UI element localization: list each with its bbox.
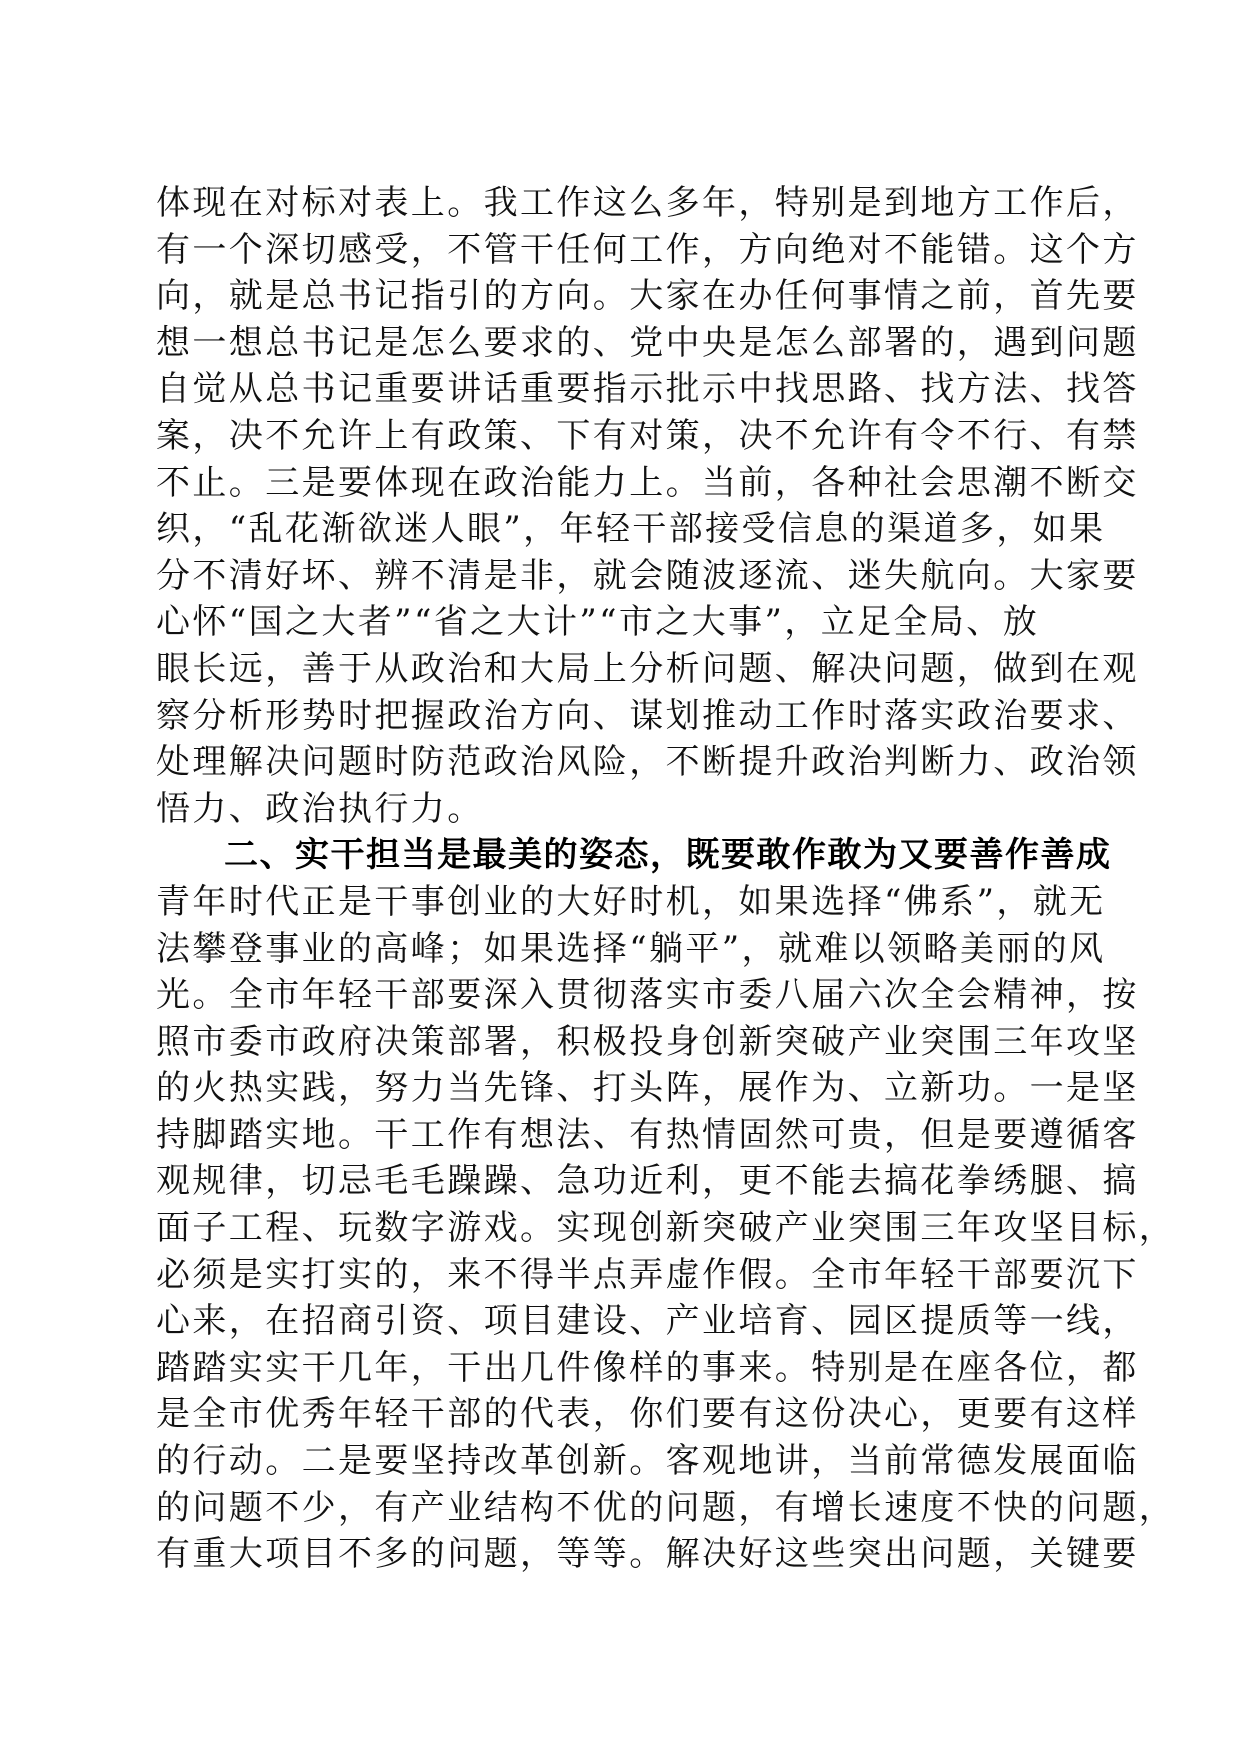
text-line: 察分析形势时把握政治方向、谋划推动工作时落实政治要求、 [156,695,1139,736]
text-line: 心怀“国之大者”“省之大计”“市之大事”，立足全局、放 [156,602,1040,643]
text-line: 青年时代正是干事创业的大好时机，如果选择“佛系”，就无 [156,881,1106,922]
text-line: 面子工程、玩数字游戏。实现创新突破产业突围三年攻坚目标， [156,1208,1176,1249]
text-line: 体现在对标对表上。我工作这么多年，特别是到地方工作后， [156,183,1139,223]
text-line: 法攀登事业的高峰；如果选择“躺平”，就难以领略美丽的风 [156,928,1106,969]
text-line: 的行动。二是要坚持改革创新。客观地讲，当前常德发展面临 [156,1441,1139,1482]
text-line: 光。全市年轻干部要深入贯彻落实市委八届六次全会精神，按 [156,975,1139,1016]
text-line: 照市委市政府决策部署，积极投身创新突破产业突围三年攻坚 [156,1021,1139,1062]
text-line: 有重大项目不多的问题，等等。解决好这些突出问题，关键要 [156,1534,1139,1575]
text-line: 是全市优秀年轻干部的代表，你们要有这份决心，更要有这样 [156,1394,1139,1435]
text-line: 自觉从总书记重要讲话重要指示批示中找思路、找方法、找答 [156,369,1139,410]
text-line: 分不清好坏、辨不清是非，就会随波逐流、迷失航向。大家要 [156,555,1139,596]
text-line: 案，决不允许上有政策、下有对策，决不允许有令不行、有禁 [156,415,1139,456]
text-line: 持脚踏实地。干工作有想法、有热情固然可贵，但是要遵循客 [156,1114,1139,1155]
text-line: 的问题不少，有产业结构不优的问题，有增长速度不快的问题， [156,1487,1176,1528]
body-text [156,180,1176,1578]
text-line: 处理解决问题时防范政治风险，不断提升政治判断力、政治领 [156,742,1139,783]
text-line: 悟力、政治执行力。 [156,788,484,829]
text-line: 必须是实打实的，来不得半点弄虚作假。全市年轻干部要沉下 [156,1254,1139,1295]
text-line: 想一想总书记是怎么要求的、党中央是怎么部署的，遇到问题 [156,322,1139,363]
text-line: 的火热实践，努力当先锋、打头阵，展作为、立新功。一是坚 [156,1068,1139,1109]
section-heading: 二、实干担当是最美的姿态，既要敢作敢为又要善作善成 [224,835,1112,876]
text-line: 织，“乱花渐欲迷人眼”，年轻干部接受信息的渠道多，如果 [156,509,1106,550]
text-line: 有一个深切感受，不管干任何工作，方向绝对不能错。这个方 [156,229,1139,270]
text-line: 不止。三是要体现在政治能力上。当前，各种社会思潮不断交 [156,462,1139,503]
text-line: 观规律，切忌毛毛躁躁、急功近利，更不能去搞花拳绣腿、搞 [156,1161,1139,1202]
text-line: 踏踏实实干几年，干出几件像样的事来。特别是在座各位，都 [156,1347,1139,1388]
text-line: 向，就是总书记指引的方向。大家在办任何事情之前，首先要 [156,276,1139,317]
text-line: 眼长远，善于从政治和大局上分析问题、解决问题，做到在观 [156,648,1139,689]
text-line: 心来，在招商引资、项目建设、产业培育、园区提质等一线， [156,1301,1139,1342]
